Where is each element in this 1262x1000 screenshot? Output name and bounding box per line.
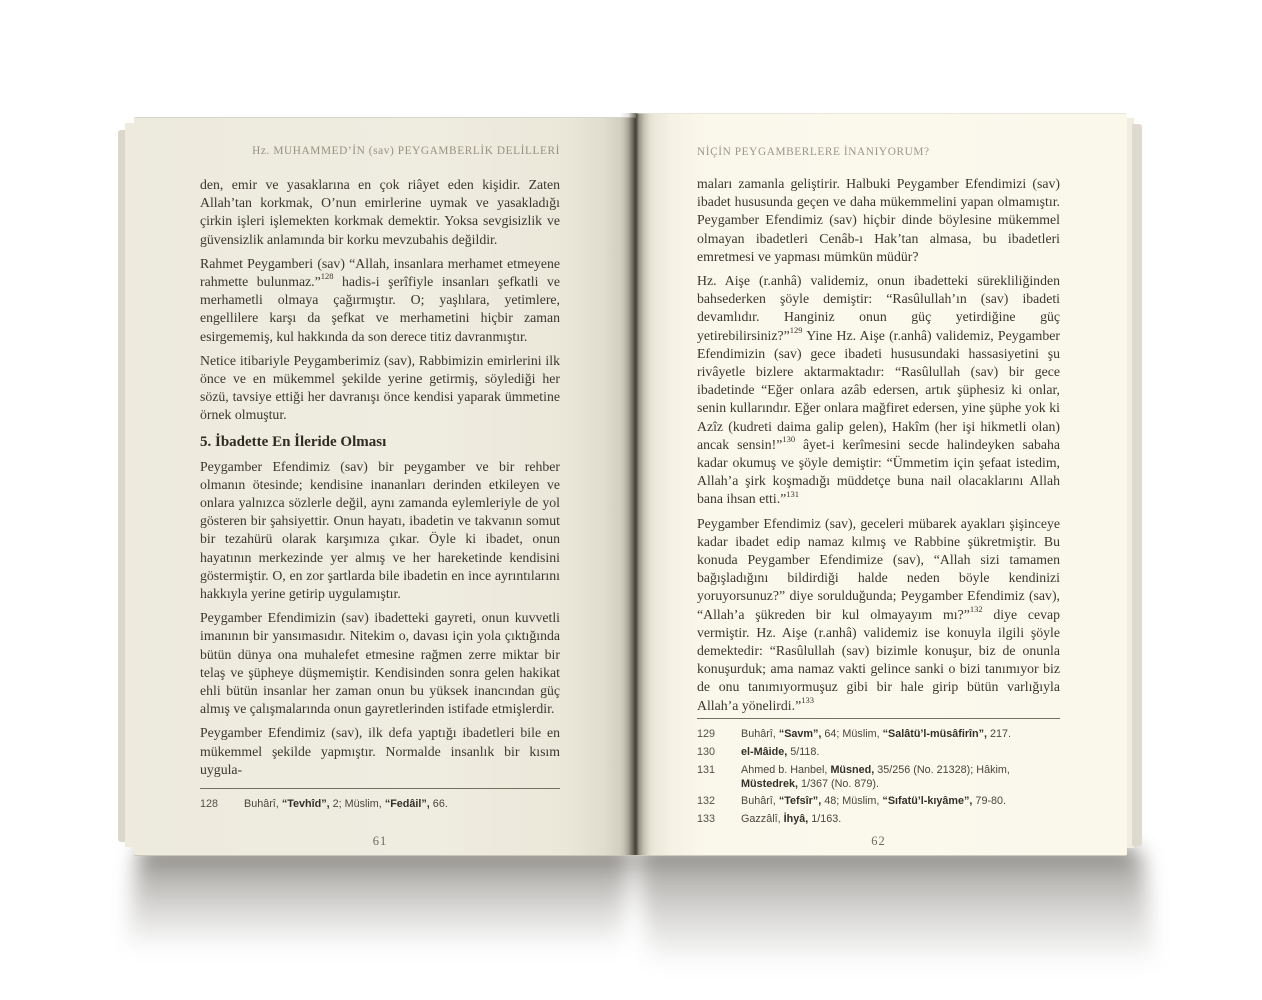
footnote-text — [741, 728, 1060, 742]
text-run: 1/163. — [808, 813, 842, 826]
body-paragraph — [200, 609, 560, 718]
page-number-right: 62 — [871, 834, 886, 848]
running-header-right: NİÇİN PEYGAMBERLERE İNANIYORUM? — [697, 146, 930, 158]
running-header-left: Hz. MUHAMMED’İN (sav) PEYGAMBERLİK DELİLLERİ — [252, 145, 560, 157]
bold-text: “Tevhîd”, — [281, 798, 330, 811]
body-paragraph — [200, 176, 560, 249]
text-run: maları zamanla geliştirir. Halbuki Peygamber Efendimizi (sav) ibadet hususunda geçen ve daha mükemmelini yapan olmamıştır. Peygamber Efendimiz (sav) hiçbir dinde böylesine mükemmel olmayan ibadetleri Cenâb-ı Hak’tan almasa, bu ibadetleri emretmesi ve yapması mümkün müdür? — [697, 176, 1060, 264]
page-number-left: 61 — [372, 834, 388, 848]
footnote-marker: 129 — [789, 325, 803, 336]
footnote-list-left — [200, 798, 560, 812]
footnote-row — [697, 764, 1060, 792]
right-page — [636, 113, 1127, 856]
footnote-row — [200, 798, 560, 812]
body-paragraph — [200, 352, 560, 425]
bold-text: “Sıfatü’l-kıyâme”, — [882, 795, 973, 808]
footnote-text — [741, 764, 1060, 792]
footnote-number: 128 — [200, 798, 219, 811]
footnote-number: 131 — [697, 763, 716, 776]
text-run: 35/256 (No. 21328); Hâkim, — [874, 763, 1010, 776]
left-page — [134, 117, 636, 856]
footnote-marker: 130 — [782, 434, 796, 445]
body-paragraph — [200, 458, 560, 604]
footnote-number: 130 — [697, 746, 716, 759]
footnote-rule-left — [200, 788, 560, 789]
page-edge-stack-right-outer — [1132, 124, 1142, 846]
footnote-row — [697, 746, 1060, 760]
text-run: diye cevap vermiştir. Hz. Aişe (r.anhâ) validemiz ise konuyla ilgili şöyle demektedir: “Rasûlullah (sav) bizimle konuşur, biz de onunla konuşurduk; ama namaz vakti gelince sanki o bizi tanımıyor biz de onu tanımıyormuşuz gibi bir hale girip bütün varlığıyla Allah’a yönelirdi.” — [697, 606, 1060, 713]
bold-text: “Salâtü’l-müsâfirîn”, — [882, 728, 988, 741]
bold-text: “Fedâil”, — [384, 798, 430, 811]
text-run: Yine Hz. Aişe (r.anhâ) validemiz, Peygamber Efendimizin (sav) gece ibadeti hususundaki hassasiyetini şu rivâyetle bizlere aktarmaktadır: “Rasûlullah (sav) bir gece ibadetinde “Eğer onlara azâb edersen, artık şüphesiz ki onlar, senin kullarındır. Eğer onlara mağfiret edersen, yine şüphe yok ki Azîz (kudreti daima galip gelen), Hakîm (her işi hikmetli olan) ancak sensin!” — [697, 327, 1060, 452]
text-run: Peygamber Efendimiz (sav), geceleri mübarek ayakları şişinceye kadar ibadet edip namaz kılmış ve Rabbine şükretmiştir. Bu konuda Peygamber Efendimize (sav), “Allah sizi tamamen bağışladığını bildirdiği halde neden böyle kendinizi yoruyorsunuz?” diye sorulduğunda; Peygamber Efendimiz (sav), “Allah’a şükreden bir kul olmayayım mı?” — [697, 515, 1060, 622]
text-run: 217. — [987, 728, 1012, 741]
footnote-list-right — [697, 728, 1060, 827]
text-run: Peygamber Efendimizin (sav) ibadetteki gayreti, onun kuvvetli imanının bir yansımasıdır. Nitekim o, davası için yola çıktığında bütün dünya ona muhalefet etmesine rağmen zerre miktar bir telaş ve şüpheye düşmemiştir. Kendisinden sonra gelen hakikat ehli bütün insanlar her zaman onun bu yüksek inancından güç almış ve çalışmalarında onun gayretlerinden istifade etmişlerdir. — [200, 610, 560, 717]
bold-text: Müstedrek, — [741, 777, 798, 790]
footnote-marker: 132 — [969, 604, 983, 615]
left-page-footnotes — [200, 788, 560, 816]
text-run: Peygamber Efendimiz (sav), ilk defa yaptığı ibadetleri bile en mükemmel şekilde yapmıştır. Normalde insanlık bir kısım uygula- — [200, 725, 560, 777]
text-run: 64; Müslim, — [821, 728, 883, 741]
text-run: 66. — [429, 798, 448, 811]
text-run: Peygamber Efendimiz (sav) bir peygamber ve bir rehber olmanın ötesinde; kendisine inananları derinden etkileyen ve onlara yalnızca sözlerle değil, aynı zamanda eylemleriyle de yol gösteren bir şahsiyettir. Onun hayatı, ibadetin ve takvanın somut bir tezahürü olarak karşımıza çıkar. Öyle ki ibadet, onun hayatının merkezinde yer almış ve her hareketinde kendisini göstermiştir. O, en zor şartlarda bile ibadetin en ince ayrıntılarını hakkıyla yerine getirip uygulamıştır. — [200, 458, 560, 602]
footnote-marker: 128 — [320, 271, 334, 282]
right-page-footnotes — [697, 718, 1060, 831]
footnote-row — [697, 795, 1060, 809]
bold-text: “Tefsîr”, — [778, 795, 822, 808]
body-paragraph — [697, 272, 1060, 509]
bold-text: Müsned, — [830, 763, 875, 776]
footnote-row — [697, 728, 1060, 742]
text-run: Hz. Aişe (r.anhâ) validemiz, onun ibadetteki sürekliliğinden bahsederken şöyle demiştir: “Rasûlullah’ın (sav) ibadeti devamlıdır. Hanginiz onun güç yetirdiğine güç yetirebilirsiniz?” — [697, 273, 1060, 343]
footnote-text — [741, 813, 1060, 827]
footnote-rule-right — [697, 718, 1060, 719]
text-run: hadis-i şerîfiyle insanları şefkatli ve merhametli olmaya çağırmıştır. O; yaşlılara, yetimlere, engellilere karşı da şefkat ve merhametini hiçbir zaman esirgememiş, kul hakkında da son derece titiz davranmıştır. — [200, 274, 560, 344]
footnote-marker: 131 — [786, 488, 800, 499]
bold-text: “Savm”, — [778, 728, 822, 741]
text-run: Buhârî, — [741, 795, 779, 808]
right-page-text-block — [697, 175, 1060, 721]
text-run: den, emir ve yasaklarına en çok riâyet eden kişidir. Zaten Allah’tan korkmak, O’nun emirlerine uymak ve yasakladığı çirkin işleri işlemekten korkmak demektir. Yoksa sevgisizlik ve güvensizlik anlamında bir korku mevzubahis değildir. — [200, 177, 560, 247]
text-run: 5/118. — [787, 746, 820, 759]
footnote-number: 129 — [697, 728, 716, 741]
book-spine-gutter — [620, 113, 650, 855]
bold-text: el-Mâide, — [741, 746, 788, 759]
text-run: Ahmed b. Hanbel, — [741, 763, 831, 776]
text-run: Buhârî, — [741, 728, 779, 741]
body-paragraph — [200, 255, 560, 346]
footnote-row — [697, 813, 1060, 827]
footnote-number: 132 — [697, 795, 716, 808]
bold-text: İhyâ, — [783, 813, 809, 826]
footnote-number: 133 — [697, 813, 716, 826]
cast-shadow-left — [125, 852, 632, 956]
footnote-text — [244, 798, 560, 812]
footnote-text — [741, 746, 1060, 760]
text-run: Gazzâlî, — [741, 813, 784, 826]
left-page-text-block — [200, 176, 560, 785]
text-run: 1/367 (No. 879). — [798, 777, 880, 790]
cast-shadow-right — [636, 852, 1157, 972]
text-run: âyet-i kerîmesini secde halindeyken sabaha kadar okumuş ve şöyle demiştir: “Ümmetim için şefaat istedim, Allah’a şirk koşmadığı müddetçe buna nail olacaklarını Allah bana ihsan etti.” — [697, 436, 1061, 507]
body-paragraph — [697, 515, 1060, 715]
body-paragraph — [697, 175, 1060, 266]
body-paragraph — [200, 724, 560, 779]
book-shadow — [100, 838, 1162, 1000]
text-run: 48; Müslim, — [821, 795, 883, 808]
footnote-marker: 133 — [801, 695, 814, 706]
text-run: Buhârî, — [244, 798, 282, 811]
text-run: Netice itibariyle Peygamberimiz (sav), Rabbimizin emirlerini ilk önce ve en mükemmel şekilde yerine getirmiş, söylediği her sözü, tavsiye ettiği her davranışı önce kendisi yaparak ümmetine örnek olmuştur. — [200, 352, 560, 423]
text-run: 79-80. — [972, 795, 1007, 808]
section-heading: 5. İbadette En İleride Olması — [200, 433, 387, 450]
footnote-text — [741, 795, 1060, 809]
text-run: Rahmet Peygamberi (sav) “Allah, insanlara merhamet etmeyene rahmette bulunmaz.” — [200, 255, 560, 290]
text-run: 2; Müslim, — [329, 798, 385, 811]
